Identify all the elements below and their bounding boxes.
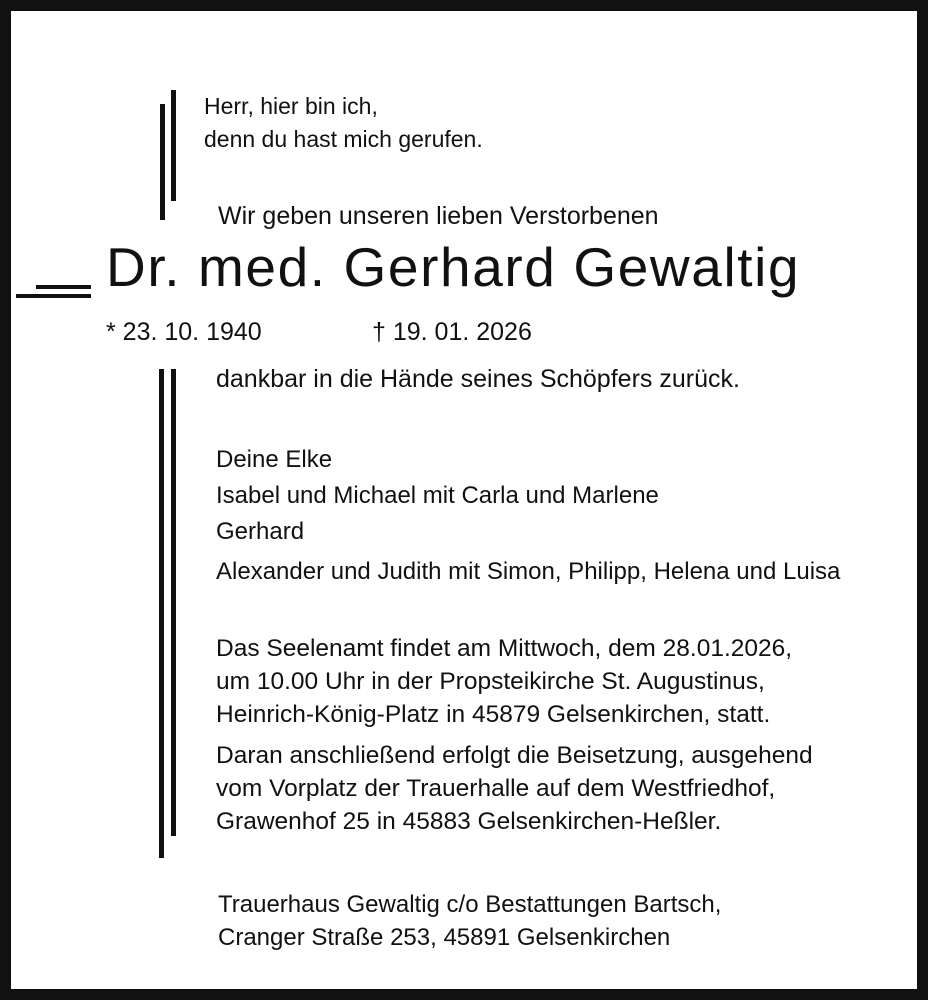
birth-date: * 23. 10. 1940 [106,318,262,346]
cross-bar-horizontal-lower [16,294,91,298]
family-member: Gerhard [216,518,305,545]
closing-text: dankbar in die Hände seines Schöpfers zurück. [216,365,740,393]
quote-line-1: Herr, hier bin ich, [204,93,378,119]
address-line-2: Cranger Straße 253, 45891 Gelsenkirchen [218,924,671,951]
cross-bar-top-right [171,90,176,201]
bible-quote [204,90,483,156]
intro-text: Wir geben unseren lieben Verstorbenen [218,202,659,230]
service-info [216,632,792,731]
family-member: Alexander und Judith mit Simon, Philipp, Helena und Luisa [216,558,841,585]
quote-line-2: denn du hast mich gerufen. [204,126,483,152]
cross-bar-bottom-left [159,369,164,858]
burial-line-1: Daran anschließend erfolgt die Beisetzung, ausgehend [216,742,813,769]
service-line-1: Das Seelenamt findet am Mittwoch, dem 28.01.2026, [216,635,793,662]
service-line-3: Heinrich-König-Platz in 45879 Gelsenkirchen, statt. [216,701,771,728]
service-line-2: um 10.00 Uhr in der Propsteikirche St. Augustinus, [216,668,765,695]
burial-line-2: vom Vorplatz der Trauerhalle auf dem Westfriedhof, [216,775,776,802]
death-date: † 19. 01. 2026 [372,318,532,346]
cross-bar-bottom-right [171,369,176,836]
deceased-name: Dr. med. Gerhard Gewaltig [106,236,801,298]
family-member: Isabel und Michael mit Carla und Marlene [216,482,659,509]
burial-line-3: Grawenhof 25 in 45883 Gelsenkirchen-Heßler. [216,808,722,835]
cross-bar-horizontal-upper [36,285,91,289]
mourning-address [218,888,721,954]
burial-info [216,739,813,838]
cross-bar-top-left [160,104,165,220]
address-line-1: Trauerhaus Gewaltig c/o Bestattungen Bartsch, [218,891,722,918]
family-member: Deine Elke [216,446,333,473]
